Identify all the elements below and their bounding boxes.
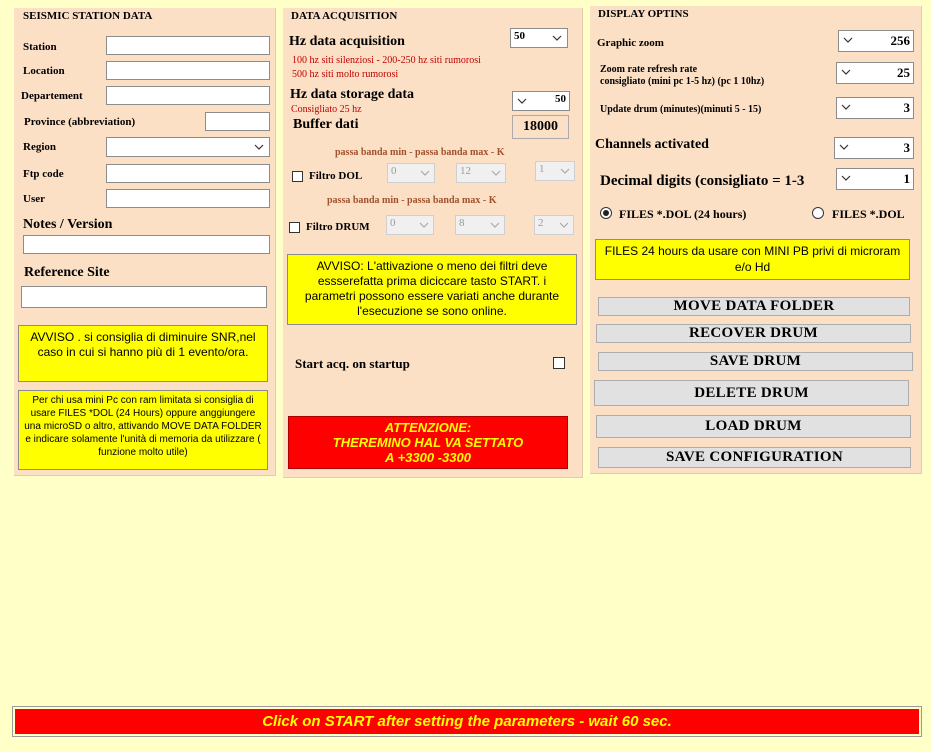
attention-alert-box bbox=[288, 416, 568, 469]
location-label: Location bbox=[23, 65, 65, 77]
drum-min-value: 0 bbox=[390, 217, 396, 229]
update-drum-label: Update drum (minutes)(minuti 5 - 15) bbox=[600, 104, 762, 115]
files-dol-24h-label: FILES *.DOL (24 hours) bbox=[619, 207, 747, 221]
buffer-input[interactable] bbox=[512, 115, 569, 139]
departement-input[interactable] bbox=[106, 86, 270, 105]
dol-max-select[interactable] bbox=[456, 163, 506, 183]
province-input[interactable] bbox=[205, 112, 270, 131]
buffer-value: 18000 bbox=[523, 119, 558, 134]
ftp-code-input[interactable] bbox=[106, 164, 270, 183]
chevron-down-icon bbox=[838, 169, 854, 187]
drum-max-value: 8 bbox=[459, 217, 465, 229]
files-dol-radio[interactable] bbox=[812, 207, 824, 219]
start-on-startup-checkbox[interactable] bbox=[553, 357, 565, 369]
data-acquisition-panel bbox=[283, 8, 583, 478]
refresh-rate-select[interactable] bbox=[836, 62, 914, 84]
dol-min-value: 0 bbox=[391, 165, 397, 177]
hz-storage-label: Hz data storage data bbox=[290, 87, 415, 102]
hz-storage-select[interactable] bbox=[512, 91, 570, 111]
refresh-rate-label-1: Zoom rate refresh rate bbox=[600, 64, 698, 75]
status-bar-text: Click on START after setting the parameters - wait 60 sec. bbox=[262, 713, 672, 730]
snr-warning-text: AVVISO . si consiglia di diminuire SNR,nel caso in cui si hanno più di 1 evento/ora. bbox=[30, 330, 256, 359]
hz-storage-value: 50 bbox=[555, 93, 566, 105]
filter-warning-note bbox=[287, 254, 577, 325]
chevron-down-icon bbox=[838, 63, 854, 81]
chevron-down-icon bbox=[840, 31, 856, 49]
mini-pc-warning-note bbox=[18, 390, 268, 470]
graphic-zoom-value: 256 bbox=[890, 33, 910, 48]
reference-site-input[interactable] bbox=[21, 286, 267, 308]
update-drum-value: 3 bbox=[903, 100, 910, 115]
drum-band-header: passa banda min - passa banda max - K bbox=[327, 195, 497, 206]
ftp-code-label: Ftp code bbox=[23, 168, 64, 180]
chevron-down-icon bbox=[556, 216, 572, 234]
channels-activated-select[interactable] bbox=[834, 137, 914, 159]
hz-acq-label: Hz data acquisition bbox=[289, 34, 405, 49]
graphic-zoom-select[interactable] bbox=[838, 30, 914, 52]
display-options-panel bbox=[590, 6, 922, 474]
region-select[interactable] bbox=[106, 137, 270, 157]
user-label: User bbox=[23, 193, 45, 205]
province-label: Province (abbreviation) bbox=[24, 116, 136, 128]
delete-drum-button[interactable]: DELETE DRUM bbox=[594, 380, 909, 406]
start-on-startup-label: Start acq. on startup bbox=[295, 356, 410, 371]
decimal-digits-label: Decimal digits (consigliato = 1-3 bbox=[600, 173, 805, 189]
update-drum-select[interactable] bbox=[836, 97, 914, 119]
filtro-drum-checkbox[interactable] bbox=[289, 222, 300, 233]
buffer-label: Buffer dati bbox=[293, 117, 359, 132]
chevron-down-icon bbox=[488, 164, 504, 182]
hz-storage-note: Consigliato 25 hz bbox=[291, 104, 362, 115]
chevron-down-icon bbox=[416, 216, 432, 234]
refresh-rate-label-2: consigliato (mini pc 1-5 hz) (pc 1 10hz) bbox=[600, 76, 765, 87]
attention-line-3: A +3300 -3300 bbox=[385, 450, 471, 465]
channels-activated-value: 3 bbox=[903, 140, 910, 155]
drum-min-select[interactable] bbox=[386, 215, 434, 235]
departement-label: Departement bbox=[21, 90, 83, 102]
files-dol-24h-radio[interactable] bbox=[600, 207, 612, 219]
chevron-down-icon bbox=[549, 29, 565, 47]
chevron-down-icon bbox=[487, 216, 503, 234]
attention-line-1: ATTENZIONE: bbox=[384, 420, 472, 435]
hz-note-2: 500 hz siti molto rumorosi bbox=[292, 69, 399, 80]
hz-acq-select[interactable] bbox=[510, 28, 568, 48]
drum-k-value: 2 bbox=[538, 217, 544, 229]
save-drum-button[interactable]: SAVE DRUM bbox=[598, 352, 913, 371]
location-input[interactable] bbox=[106, 61, 270, 80]
chevron-down-icon bbox=[557, 162, 573, 180]
filtro-dol-label: Filtro DOL bbox=[309, 170, 363, 182]
hz-acq-value: 50 bbox=[514, 30, 525, 42]
status-bar-fill bbox=[15, 709, 919, 734]
dol-k-value: 1 bbox=[539, 163, 545, 175]
recover-drum-button[interactable]: RECOVER DRUM bbox=[596, 324, 911, 343]
station-input[interactable] bbox=[106, 36, 270, 55]
chevron-down-icon bbox=[417, 164, 433, 182]
move-data-folder-button[interactable]: MOVE DATA FOLDER bbox=[598, 297, 910, 316]
snr-warning-note bbox=[18, 325, 268, 382]
decimal-digits-value: 1 bbox=[903, 171, 910, 186]
load-drum-button[interactable]: LOAD DRUM bbox=[596, 415, 911, 438]
files-dol-label: FILES *.DOL bbox=[832, 207, 905, 221]
region-label: Region bbox=[23, 141, 56, 153]
chevron-down-icon bbox=[838, 98, 854, 116]
save-configuration-button[interactable]: SAVE CONFIGURATION bbox=[598, 447, 911, 468]
status-bar bbox=[12, 706, 922, 737]
drum-k-select[interactable] bbox=[534, 215, 574, 235]
filter-warning-text: AVVISO: L'attivazione o meno dei filtri deve essserefatta prima diciccare tasto START. i parametri possono essere variati anche durante l'esecuzione se sono online. bbox=[304, 259, 560, 318]
filtro-drum-label: Filtro DRUM bbox=[306, 221, 370, 233]
dol-min-select[interactable] bbox=[387, 163, 435, 183]
hz-note-1: 100 hz siti silenziosi - 200-250 hz siti rumorosi bbox=[292, 55, 481, 66]
notes-version-label: Notes / Version bbox=[23, 217, 113, 232]
dol-k-select[interactable] bbox=[535, 161, 575, 181]
dol-band-header: passa banda min - passa banda max - K bbox=[335, 147, 505, 158]
user-input[interactable] bbox=[106, 189, 270, 208]
attention-line-2: THEREMINO HAL VA SETTATO bbox=[332, 435, 524, 450]
chevron-down-icon bbox=[836, 138, 852, 156]
chevron-down-icon bbox=[514, 92, 530, 110]
station-label: Station bbox=[23, 41, 57, 53]
drum-max-select[interactable] bbox=[455, 215, 505, 235]
mini-pc-warning-text: Per chi usa mini Pc con ram limitata si consiglia di usare FILES *DOL (24 Hours) oppure anggiungere una microSD o altro, attivando MOVE DATA FOLDER e indicare solamente l'unità di memoria da utilizzare ( funzione molto utile) bbox=[24, 395, 262, 458]
files-24h-note bbox=[595, 239, 910, 280]
dol-max-value: 12 bbox=[460, 165, 471, 177]
graphic-zoom-label: Graphic zoom bbox=[597, 37, 664, 49]
acq-panel-title: DATA ACQUISITION bbox=[291, 10, 398, 22]
channels-activated-label: Channels activated bbox=[595, 137, 709, 152]
chevron-down-icon bbox=[251, 138, 267, 156]
decimal-digits-select[interactable] bbox=[836, 168, 914, 190]
display-panel-title: DISPLAY OPTINS bbox=[598, 8, 689, 20]
refresh-rate-value: 25 bbox=[897, 65, 910, 80]
filtro-dol-checkbox[interactable] bbox=[292, 171, 303, 182]
seismic-station-panel bbox=[14, 8, 276, 476]
files-24h-note-text: FILES 24 hours da usare con MINI PB privi di microram e/o Hd bbox=[604, 244, 901, 274]
station-panel-title: SEISMIC STATION DATA bbox=[23, 10, 153, 22]
notes-version-input[interactable] bbox=[23, 235, 270, 254]
reference-site-label: Reference Site bbox=[24, 265, 110, 280]
